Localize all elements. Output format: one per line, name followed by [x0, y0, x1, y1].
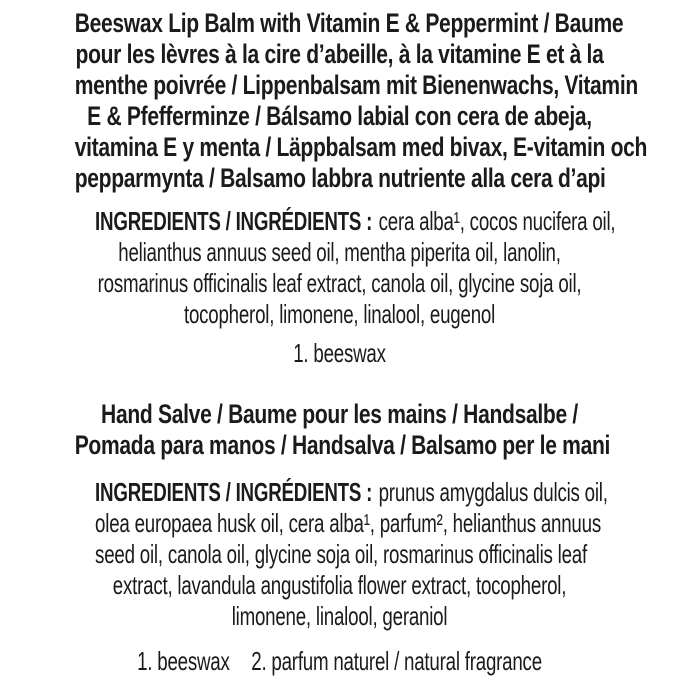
hand-salve-title-line: Hand Salve / Baume pour les mains / Handsalbe / [101, 399, 578, 429]
ingredients-line: tocopherol, limonene, linalool, eugenol [183, 299, 496, 329]
lip-balm-footnote: 1. beeswax [293, 338, 386, 368]
ingredients-line [95, 477, 608, 508]
ingredients-line: olea europaea husk oil, cera alba¹, parfum², helianthus annuus [95, 508, 601, 538]
ingredients-line [95, 206, 616, 237]
hand-salve-ingredients [0, 477, 679, 632]
lip-balm-title-line: pepparmynta / Balsamo labbra nutriente alla cera d’api [74, 163, 606, 193]
lip-balm-title-line: vitamina E y menta / Läppbalsam med bivax, E-vitamin och [74, 132, 648, 162]
ingredients-line: helianthus annuus seed oil, mentha piperita oil, lanolin, [118, 237, 561, 267]
ingredients-text: cera alba¹, cocos nucifera oil, [378, 206, 616, 236]
hand-salve-footnote-beeswax: 1. beeswax [137, 646, 230, 676]
ingredients-line: seed oil, canola oil, glycine soja oil, rosmarinus officinalis leaf [95, 539, 587, 569]
ingredients-label: INGREDIENTS / INGRÉDIENTS : [95, 477, 373, 507]
ingredients-label: INGREDIENTS / INGRÉDIENTS : [95, 206, 373, 236]
lip-balm-ingredients [0, 206, 679, 330]
hand-salve-footnote-fragrance: 2. parfum naturel / natural fragrance [251, 646, 542, 676]
hand-salve-footnotes [95, 646, 584, 677]
hand-salve-title [0, 399, 679, 461]
lip-balm-title-line: E & Pfefferminze / Bálsamo labial con cera de abeja, [87, 101, 592, 131]
lip-balm-title [0, 8, 679, 194]
ingredients-text: prunus amygdalus dulcis oil, [378, 477, 608, 507]
lip-balm-title-line: menthe poivrée / Lippenbalsam mit Bienenwachs, Vitamin [74, 70, 638, 100]
lip-balm-title-line: Beeswax Lip Balm with Vitamin E & Peppermint / Baume [74, 8, 624, 38]
ingredients-line: extract, lavandula angustifolia flower extract, tocopherol, [112, 570, 567, 600]
hand-salve-title-line: Pomada para manos / Handsalva / Balsamo per le mani [74, 430, 611, 460]
lip-balm-title-line: pour les lèvres à la cire d’abeille, à la vitamine E et à la [75, 39, 604, 69]
ingredients-line: limonene, linalool, geraniol [231, 601, 448, 631]
ingredients-line: rosmarinus officinalis leaf extract, canola oil, glycine soja oil, [97, 268, 582, 298]
